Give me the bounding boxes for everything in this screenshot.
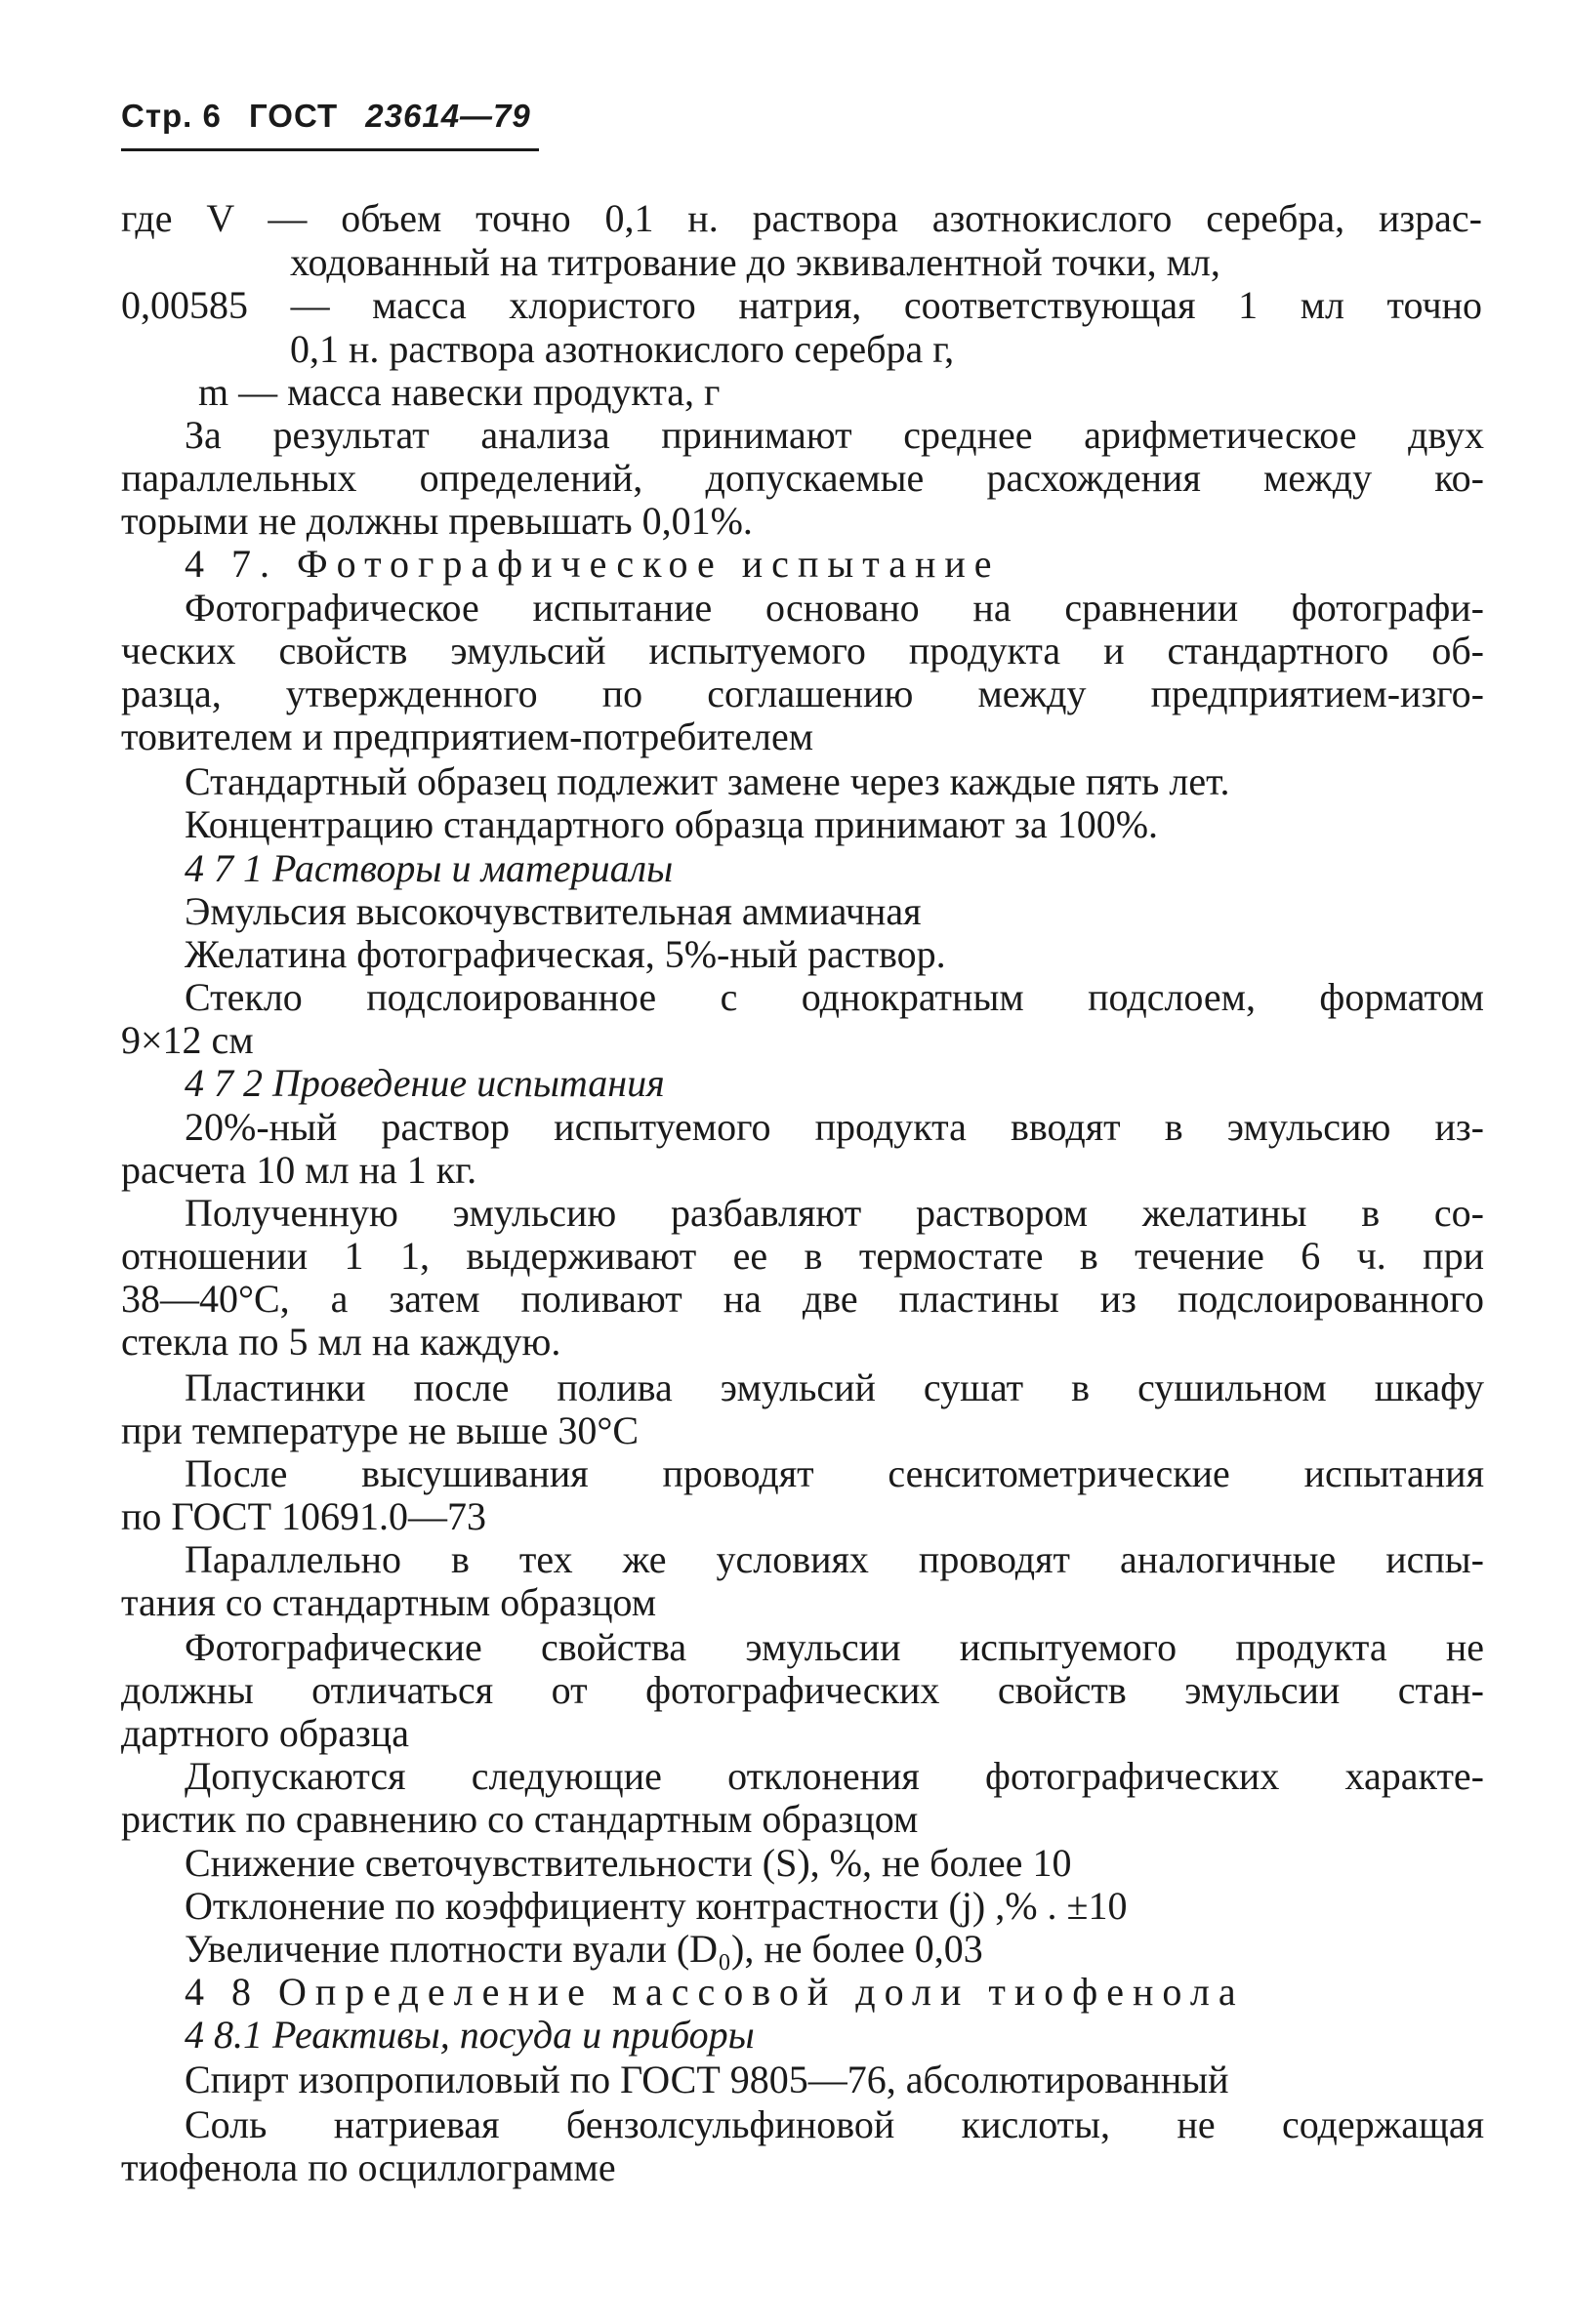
- text-line: 0,00585 — масса хлористого натрия, соответствующая 1 мл точно: [121, 283, 1482, 327]
- page-number: Стр. 6: [121, 98, 222, 134]
- text-line: Снижение светочувствительности (S), %, не более 10: [185, 1841, 1072, 1885]
- standard-label: ГОСТ: [249, 98, 339, 134]
- text-line: товителем и предприятием-потребителем: [121, 714, 814, 758]
- section-heading: 4 7. Фотографическое испытание: [185, 542, 1001, 586]
- text-line: ходованный на титрование до эквивалентной точки, мл,: [290, 240, 1220, 284]
- text-line: Стекло подслоированное с однократным подслоем, форматом: [185, 975, 1484, 1019]
- standard-number: 23614—79: [365, 98, 531, 134]
- text-line: тиофенола по осциллограмме: [121, 2145, 616, 2189]
- subsection-heading: 4 7 2 Проведение испытания: [185, 1061, 665, 1105]
- text-line: Допускаются следующие отклонения фотографических характе-: [185, 1754, 1484, 1798]
- text-line: После высушивания проводят сенситометрические испытания: [185, 1451, 1484, 1495]
- subsection-heading: 4 8.1 Реактивы, посуда и приборы: [185, 2013, 755, 2057]
- text-line: должны отличаться от фотографических свойств эмульсии стан-: [121, 1668, 1484, 1712]
- text-line: 20%-ный раствор испытуемого продукта вводят в эмульсию из-: [185, 1105, 1484, 1149]
- text-line: параллельных определений, допускаемые расхождения между ко-: [121, 456, 1484, 500]
- text-line: Спирт изопропиловый по ГОСТ 9805—76, абсолютированный: [185, 2058, 1229, 2101]
- text-line: тания со стандартным образцом: [121, 1580, 657, 1624]
- text-line: где V — объем точно 0,1 н. раствора азотнокислого серебра, израс-: [121, 196, 1482, 240]
- text-line: Фотографическое испытание основано на сравнении фотографи-: [185, 586, 1484, 630]
- text-line: при температуре не выше 30°С: [121, 1408, 640, 1452]
- text-line: по ГОСТ 10691.0—73: [121, 1494, 487, 1538]
- text-line: Полученную эмульсию разбавляют раствором желатины в со-: [185, 1191, 1484, 1235]
- text-line: Соль натриевая бензолсульфиновой кислоты, не содержащая: [185, 2102, 1484, 2146]
- text-line: Фотографические свойства эмульсии испытуемого продукта не: [185, 1625, 1484, 1669]
- text-line: Параллельно в тех же условиях проводят аналогичные испы-: [185, 1537, 1484, 1581]
- text-line: расчета 10 мл на 1 кг.: [121, 1148, 477, 1192]
- text-line: Пластинки после полива эмульсий сушат в сушильном шкафу: [185, 1366, 1484, 1409]
- text-line: стекла по 5 мл на каждую.: [121, 1320, 561, 1364]
- text-line: дартного образца: [121, 1711, 409, 1755]
- text-line: ристик по сравнению со стандартным образцом: [121, 1797, 919, 1841]
- text-line: Концентрацию стандартного образца принимают за 100%.: [185, 802, 1159, 846]
- text-line: Стандартный образец подлежит замене через каждые пять лет.: [185, 759, 1230, 803]
- text-line: Эмульсия высокочувствительная аммиачная: [185, 889, 922, 933]
- text-line: торыми не должны превышать 0,01%.: [121, 499, 753, 543]
- text-line: 38—40°С, а затем поливают на две пластины из подслоированного: [121, 1277, 1484, 1321]
- subsection-heading: 4 7 1 Растворы и материалы: [185, 846, 674, 890]
- text-line: Желатина фотографическая, 5%-ный раствор.: [185, 932, 946, 976]
- text-line: Отклонение по коэффициенту контрастности (j) ,% . ±10: [185, 1884, 1128, 1928]
- text-line: m — масса навески продукта, г: [198, 370, 721, 414]
- text-line: 0,1 н. раствора азотнокислого серебра г,: [290, 327, 955, 371]
- page-header: [121, 98, 557, 135]
- text-line: За результат анализа принимают среднее арифметическое двух: [185, 413, 1484, 457]
- header-rule: [121, 148, 539, 151]
- section-heading: 4 8 Определение массовой доли тиофенола: [185, 1970, 1245, 2014]
- text-line: ческих свойств эмульсий испытуемого продукта и стандартного об-: [121, 629, 1484, 673]
- text-line: отношении 1 1, выдерживают ее в термостате в течение 6 ч. при: [121, 1234, 1484, 1278]
- text-line: 9×12 см: [121, 1018, 254, 1062]
- text-line: разца, утвержденного по соглашению между предприятием-изго-: [121, 672, 1484, 715]
- text-line: Увеличение плотности вуали (D₀), не более 0,03: [185, 1927, 983, 1971]
